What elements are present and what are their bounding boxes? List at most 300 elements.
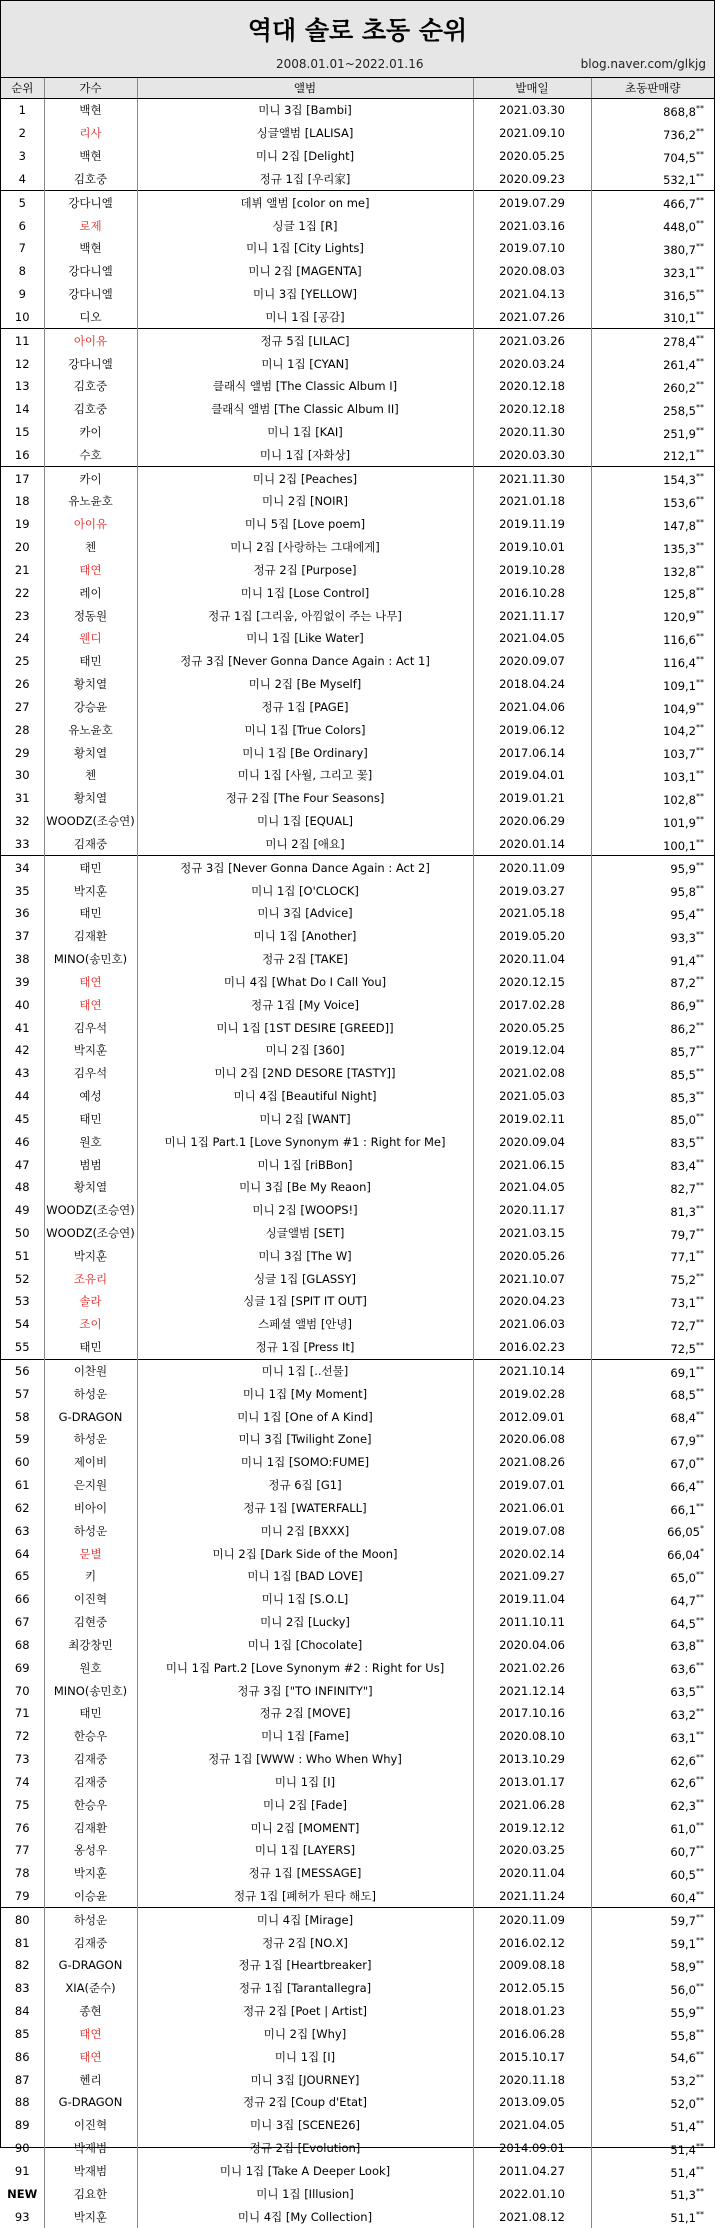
sales-cell	[591, 1313, 714, 1336]
table-row	[1, 1656, 714, 1679]
date-cell	[473, 237, 591, 260]
album-cell	[137, 879, 473, 902]
artist-cell	[44, 1222, 137, 1245]
album-cell	[137, 1451, 473, 1474]
date-cell-text: 2020.11.30	[499, 425, 565, 439]
artist-cell	[44, 1565, 137, 1588]
table-row	[1, 1290, 714, 1313]
date-cell-text: 2021.05.18	[499, 906, 565, 920]
artist-cell	[44, 1977, 137, 2000]
album-cell-text: 정규 3집 [Never Gonna Dance Again : Act 1]	[180, 654, 430, 668]
artist-cell-text: 강다니엘	[68, 287, 112, 301]
sales-cell	[591, 1702, 714, 1725]
date-cell-text: 2019.07.29	[499, 196, 565, 210]
table-row	[1, 1153, 714, 1176]
sales-cell-text: 104,2	[663, 724, 696, 738]
rank-cell-text: 90	[15, 2141, 30, 2155]
sales-cell-text: 212,1	[663, 449, 696, 463]
table-header-row	[1, 78, 714, 99]
rank-cell	[1, 398, 44, 421]
album-cell-text: 미니 2집 [Peaches]	[253, 472, 357, 486]
rank-cell	[1, 627, 44, 650]
artist-cell	[44, 1862, 137, 1885]
table-row	[1, 398, 714, 421]
rank-cell	[1, 581, 44, 604]
album-cell-text: 미니 4집 [Mirage]	[257, 1913, 353, 1927]
date-cell-text: 2021.06.15	[499, 1158, 565, 1172]
sales-cell	[591, 1130, 714, 1153]
rank-cell-text: 19	[15, 517, 30, 531]
sales-mark: **	[696, 472, 704, 481]
table-row	[1, 1267, 714, 1290]
sales-cell	[591, 283, 714, 306]
date-cell	[473, 443, 591, 466]
date-cell	[473, 214, 591, 237]
rank-cell	[1, 902, 44, 925]
album-cell	[137, 1770, 473, 1793]
rank-cell	[1, 673, 44, 696]
album-cell	[137, 741, 473, 764]
date-cell-text: 2020.11.09	[499, 861, 565, 875]
date-cell-text: 2021.10.07	[499, 1272, 565, 1286]
rank-cell	[1, 2160, 44, 2183]
date-cell-text: 2021.04.05	[499, 631, 565, 645]
sales-cell	[591, 305, 714, 328]
sales-cell-text: 85,5	[670, 1068, 696, 1082]
sales-mark: **	[696, 632, 704, 641]
artist-cell-text: 수호	[79, 448, 101, 462]
date-cell-text: 2021.11.30	[499, 472, 565, 486]
rank-cell	[1, 1428, 44, 1451]
sales-cell-text: 109,1	[663, 679, 696, 693]
sales-cell-text: 261,4	[663, 358, 696, 372]
rank-cell	[1, 145, 44, 168]
album-cell-text: 미니 1집 [My Moment]	[243, 1387, 367, 1401]
sales-cell	[591, 581, 714, 604]
rank-cell-text: 78	[15, 1866, 30, 1880]
album-cell-text: 정규 1집 [Heartbreaker]	[239, 1958, 372, 1972]
table-row	[1, 1770, 714, 1793]
artist-cell-text: 첸	[85, 768, 96, 782]
rank-cell-text: 13	[15, 379, 30, 393]
sales-mark: **	[696, 1775, 704, 1784]
sales-cell	[591, 1085, 714, 1108]
rank-cell	[1, 2068, 44, 2091]
sales-cell	[591, 787, 714, 810]
sales-cell-text: 55,8	[670, 2028, 696, 2042]
table-row	[1, 99, 714, 122]
sales-cell-text: 62,6	[670, 1753, 696, 1767]
rank-cell	[1, 1313, 44, 1336]
sales-mark: **	[696, 357, 704, 366]
album-cell	[137, 1290, 473, 1313]
date-cell	[473, 1908, 591, 1931]
album-cell	[137, 2023, 473, 2046]
artist-cell-text: 백현	[79, 149, 101, 163]
album-cell-text: 미니 2집 [애요]	[265, 837, 344, 851]
rank-cell	[1, 1542, 44, 1565]
table-row	[1, 283, 714, 306]
rank-cell	[1, 787, 44, 810]
sales-cell-text: 75,2	[670, 1273, 696, 1287]
album-cell	[137, 2114, 473, 2137]
date-cell-text: 2013.09.05	[499, 2095, 565, 2109]
rank-cell-text: 47	[15, 1158, 30, 1172]
sales-cell	[591, 122, 714, 145]
artist-cell	[44, 1405, 137, 1428]
rank-cell-text: 8	[19, 264, 26, 278]
artist-cell	[44, 1908, 137, 1931]
date-cell	[473, 1542, 591, 1565]
rank-cell-text: 88	[15, 2095, 30, 2109]
rank-cell-text: 15	[15, 425, 30, 439]
table-row	[1, 2023, 714, 2046]
album-cell-text: 미니 1집 [True Colors]	[244, 723, 365, 737]
date-cell-text: 2021.06.28	[499, 1798, 565, 1812]
album-cell	[137, 650, 473, 673]
date-cell	[473, 764, 591, 787]
rank-cell	[1, 167, 44, 190]
rank-cell-text: 35	[15, 884, 30, 898]
sales-cell-text: 72,7	[670, 1319, 696, 1333]
sales-mark: **	[696, 998, 704, 1007]
sales-cell-text: 61,0	[670, 1822, 696, 1836]
date-cell-text: 2021.03.15	[499, 1226, 565, 1240]
rank-cell	[1, 650, 44, 673]
artist-cell-text: 레이	[79, 586, 101, 600]
album-cell-text: 싱글앨범 [LALISA]	[257, 126, 354, 140]
rank-cell	[1, 741, 44, 764]
sales-cell	[591, 1290, 714, 1313]
rank-cell	[1, 536, 44, 559]
table-row	[1, 536, 714, 559]
date-cell-text: 2020.08.10	[499, 1729, 565, 1743]
album-cell-text: 미니 1집 Part.1 [Love Synonym #1 : Right for Me]	[165, 1135, 446, 1149]
date-cell-text: 2011.10.11	[499, 1615, 565, 1629]
sales-cell-text: 68,4	[670, 1411, 696, 1425]
sales-mark: **	[696, 1204, 704, 1213]
sales-cell-text: 153,6	[663, 496, 696, 510]
sales-cell	[591, 2114, 714, 2137]
sales-mark: **	[696, 518, 704, 527]
rank-cell-text: 21	[15, 563, 30, 577]
album-cell-text: 미니 1집 [O'CLOCK]	[251, 884, 359, 898]
rank-cell-text: 25	[15, 654, 30, 668]
sales-mark: **	[696, 495, 704, 504]
date-cell-text: 2019.05.20	[499, 929, 565, 943]
album-cell	[137, 833, 473, 856]
sales-mark: **	[696, 1661, 704, 1670]
date-cell	[473, 1565, 591, 1588]
sales-cell	[591, 673, 714, 696]
sales-mark: **	[696, 1227, 704, 1236]
album-cell	[137, 2182, 473, 2205]
sales-mark: **	[696, 1959, 704, 1968]
sales-cell-text: 51,1	[670, 2211, 696, 2225]
sales-cell	[591, 1153, 714, 1176]
artist-cell-text: 박지훈	[74, 2210, 107, 2224]
table-row	[1, 1633, 714, 1656]
date-cell-text: 2019.11.04	[499, 1592, 565, 1606]
col-header-rank: 순위	[1, 78, 44, 99]
sales-cell-text: 154,3	[663, 473, 696, 487]
rank-cell-text: 52	[15, 1272, 30, 1286]
album-cell-text: 미니 1집 [Fame]	[261, 1729, 349, 1743]
album-cell-text: 미니 2집 [2ND DESORE [TASTY]]	[214, 1066, 395, 1080]
sales-mark: **	[696, 1295, 704, 1304]
sales-cell-text: 54,6	[670, 2051, 696, 2065]
date-cell	[473, 627, 591, 650]
rank-cell	[1, 1199, 44, 1222]
rank-cell	[1, 1405, 44, 1428]
rank-cell	[1, 1633, 44, 1656]
date-cell	[473, 650, 591, 673]
date-cell	[473, 536, 591, 559]
album-cell-text: 미니 1집 Part.2 [Love Synonym #2 : Right for Us]	[166, 1661, 444, 1675]
artist-cell	[44, 467, 137, 490]
sales-mark: **	[696, 1410, 704, 1419]
artist-cell	[44, 398, 137, 421]
rank-cell	[1, 1382, 44, 1405]
artist-cell-text: 김재중	[74, 1775, 107, 1789]
artist-cell-text: 태민	[79, 861, 101, 875]
artist-cell	[44, 696, 137, 719]
rank-cell	[1, 2023, 44, 2046]
album-cell-text: 미니 2집 [MOMENT]	[251, 1821, 360, 1835]
rank-cell	[1, 2000, 44, 2023]
album-cell	[137, 902, 473, 925]
sales-cell	[591, 260, 714, 283]
artist-cell-text: 박지훈	[74, 884, 107, 898]
table-row	[1, 237, 714, 260]
album-cell-text: 정규 1집 [그리움, 아낌없이 주는 나무]	[208, 609, 402, 623]
artist-cell	[44, 718, 137, 741]
album-cell-text: 정규 1집 [Tarantallegra]	[239, 1981, 371, 1995]
sales-cell-text: 310,1	[663, 311, 696, 325]
sales-mark: **	[696, 1890, 704, 1899]
artist-cell-text: 원호	[79, 1135, 101, 1149]
rank-cell-text: 83	[15, 1981, 30, 1995]
rank-cell-text: 71	[15, 1706, 30, 1720]
artist-cell	[44, 1702, 137, 1725]
table-row	[1, 513, 714, 536]
album-cell-text: 미니 1집 [SOMO:FUME]	[241, 1455, 369, 1469]
sales-cell-text: 116,4	[663, 656, 696, 670]
album-cell-text: 미니 1집 [Lose Control]	[241, 586, 369, 600]
artist-cell	[44, 1588, 137, 1611]
artist-cell	[44, 1542, 137, 1565]
date-cell-text: 2020.05.25	[499, 1021, 565, 1035]
album-cell	[137, 2068, 473, 2091]
artist-cell	[44, 99, 137, 122]
date-cell	[473, 191, 591, 214]
artist-cell-text: 이승윤	[74, 1889, 107, 1903]
artist-cell	[44, 2023, 137, 2046]
rank-cell	[1, 764, 44, 787]
album-cell-text: 미니 3집 [SCENE26]	[250, 2118, 360, 2132]
table-row	[1, 833, 714, 856]
artist-cell-text: 문별	[79, 1547, 101, 1561]
date-cell-text: 2019.07.08	[499, 1524, 565, 1538]
artist-cell-text: G-DRAGON	[59, 2095, 123, 2109]
table-row	[1, 1336, 714, 1359]
rank-cell-text: 79	[15, 1889, 30, 1903]
artist-cell	[44, 513, 137, 536]
artist-cell	[44, 2114, 137, 2137]
rank-cell-text: 50	[15, 1226, 30, 1240]
artist-cell-text: 이찬원	[74, 1364, 107, 1378]
sales-cell-text: 60,7	[670, 1845, 696, 1859]
sales-cell-text: 86,9	[670, 999, 696, 1013]
album-cell	[137, 1176, 473, 1199]
date-cell	[473, 1977, 591, 2000]
table-row	[1, 902, 714, 925]
artist-cell-text: 웬디	[79, 631, 101, 645]
album-cell	[137, 856, 473, 879]
table-row	[1, 764, 714, 787]
album-cell	[137, 1633, 473, 1656]
artist-cell	[44, 536, 137, 559]
artist-cell-text: WOODZ(조승연)	[46, 1203, 135, 1217]
album-cell	[137, 1336, 473, 1359]
album-cell-text: 미니 4집 [What Do I Call You]	[224, 975, 386, 989]
artist-cell-text: 태연	[79, 2050, 101, 2064]
artist-cell	[44, 490, 137, 513]
sales-cell	[591, 604, 714, 627]
album-cell-text: 싱글 1집 [SPIT IT OUT]	[243, 1294, 367, 1308]
rank-cell-text: 7	[19, 241, 26, 255]
sales-cell-text: 85,0	[670, 1113, 696, 1127]
rank-cell-text: 64	[15, 1547, 30, 1561]
artist-cell-text: 태민	[79, 654, 101, 668]
rank-cell	[1, 1222, 44, 1245]
album-cell	[137, 1519, 473, 1542]
date-cell-text: 2019.04.01	[499, 768, 565, 782]
sales-cell	[591, 2068, 714, 2091]
rank-cell	[1, 1153, 44, 1176]
sales-mark: **	[696, 1112, 704, 1121]
album-cell-text: 미니 1집 [공감]	[265, 310, 344, 324]
date-cell-text: 2020.12.15	[499, 975, 565, 989]
sales-mark: **	[696, 2050, 704, 2059]
date-cell-text: 2020.03.24	[499, 357, 565, 371]
rank-cell	[1, 1839, 44, 1862]
rank-cell	[1, 1908, 44, 1931]
artist-cell-text: WOODZ(조승연)	[46, 814, 135, 828]
table-row	[1, 2045, 714, 2068]
rank-cell-text: 69	[15, 1661, 30, 1675]
album-cell-text: 정규 1집 [WATERFALL]	[243, 1501, 366, 1515]
sales-cell	[591, 1062, 714, 1085]
sales-mark: **	[696, 403, 704, 412]
sales-cell-text: 58,9	[670, 1960, 696, 1974]
album-cell-text: 미니 1집 [riBBon]	[258, 1158, 353, 1172]
artist-cell	[44, 1016, 137, 1039]
table-row	[1, 1748, 714, 1771]
rank-cell	[1, 1885, 44, 1908]
table-row	[1, 948, 714, 971]
artist-cell	[44, 2137, 137, 2160]
rank-cell	[1, 2137, 44, 2160]
col-header-album: 앨범	[137, 78, 473, 99]
sales-cell-text: 64,5	[670, 1616, 696, 1630]
sales-cell	[591, 925, 714, 948]
sales-cell-text: 63,6	[670, 1662, 696, 1676]
rank-cell-text: 61	[15, 1478, 30, 1492]
sales-cell-text: 59,7	[670, 1914, 696, 1928]
date-cell	[473, 1199, 591, 1222]
sales-cell-text: 60,4	[670, 1890, 696, 1904]
sales-cell	[591, 1565, 714, 1588]
sales-mark: **	[696, 838, 704, 847]
album-cell	[137, 1679, 473, 1702]
album-cell	[137, 467, 473, 490]
rank-cell-text: 48	[15, 1180, 30, 1194]
date-cell-text: 2013.10.29	[499, 1752, 565, 1766]
sales-mark: **	[696, 1638, 704, 1647]
table-row	[1, 375, 714, 398]
table-row	[1, 2137, 714, 2160]
rank-cell	[1, 993, 44, 1016]
rank-cell-text: 32	[15, 814, 30, 828]
sales-cell	[591, 1656, 714, 1679]
sales-cell	[591, 879, 714, 902]
table-row	[1, 214, 714, 237]
artist-cell	[44, 1039, 137, 1062]
artist-cell-text: 황치열	[74, 746, 107, 760]
rank-cell	[1, 1702, 44, 1725]
rank-cell	[1, 1451, 44, 1474]
artist-cell	[44, 237, 137, 260]
date-cell	[473, 1954, 591, 1977]
rank-cell-text: 28	[15, 723, 30, 737]
table-row	[1, 1062, 714, 1085]
album-cell	[137, 1222, 473, 1245]
album-cell-text: 정규 1집 [PAGE]	[262, 700, 349, 714]
artist-cell-text: 황치열	[74, 791, 107, 805]
date-cell-text: 2021.04.05	[499, 2118, 565, 2132]
artist-cell	[44, 833, 137, 856]
album-cell	[137, 145, 473, 168]
table-row	[1, 1199, 714, 1222]
date-cell-text: 2019.10.28	[499, 563, 565, 577]
date-cell	[473, 2091, 591, 2114]
sales-cell	[591, 2137, 714, 2160]
sales-cell-text: 316,5	[663, 288, 696, 302]
date-cell	[473, 2000, 591, 2023]
col-header-date: 발매일	[473, 78, 591, 99]
sales-cell	[591, 467, 714, 490]
sales-cell	[591, 1862, 714, 1885]
sales-cell	[591, 237, 714, 260]
rank-cell-text: 74	[15, 1775, 30, 1789]
date-cell	[473, 513, 591, 536]
artist-cell	[44, 856, 137, 879]
date-cell-text: 2016.10.28	[499, 586, 565, 600]
rank-cell	[1, 1130, 44, 1153]
artist-cell-text: 범범	[79, 1158, 101, 1172]
rank-cell-text: 27	[15, 700, 30, 714]
artist-cell-text: 김재중	[74, 837, 107, 851]
date-cell	[473, 1176, 591, 1199]
date-cell-text: 2021.02.08	[499, 1066, 565, 1080]
rank-cell	[1, 1519, 44, 1542]
sales-cell	[591, 1428, 714, 1451]
album-cell	[137, 810, 473, 833]
sales-cell	[591, 2160, 714, 2183]
sales-cell	[591, 696, 714, 719]
rank-cell	[1, 559, 44, 582]
